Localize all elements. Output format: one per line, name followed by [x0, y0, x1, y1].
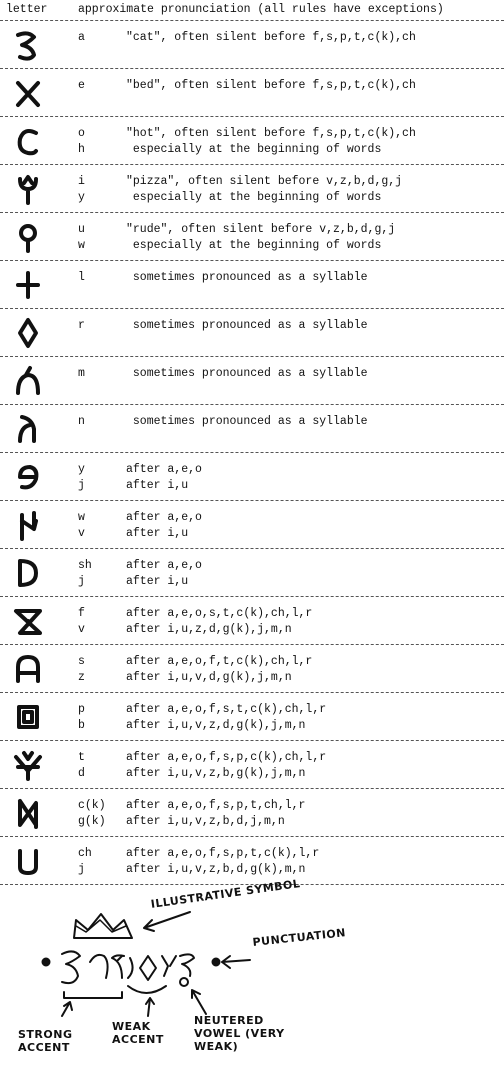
rule-primary: sometimes pronounced as a syllable	[126, 319, 368, 332]
rule-secondary: after i,u,v,z,b,d,j,m,n	[126, 815, 285, 828]
crown-symbol-icon	[74, 914, 132, 938]
sound-primary: u	[78, 223, 85, 236]
punctuation-dot-icon	[43, 959, 50, 966]
rule-secondary: after i,u	[126, 527, 189, 540]
glyph-n-icon	[12, 413, 44, 445]
sound-primary: i	[78, 175, 85, 188]
glyph-ch-icon	[12, 845, 44, 877]
table-row	[0, 212, 504, 260]
legend-strong-accent-label: STRONG ACCENT	[18, 1028, 73, 1054]
glyph-e-icon	[12, 77, 44, 109]
table-row	[0, 164, 504, 212]
column-header-letter: letter	[6, 3, 48, 16]
glyph-u-icon	[12, 221, 44, 253]
glyph-a-icon	[12, 29, 44, 61]
glyph-p-icon	[12, 701, 44, 733]
legend-weak-accent-label: WEAK ACCENT	[112, 1020, 164, 1046]
example-word-icon	[62, 951, 194, 983]
rule-secondary: especially at the beginning of words	[126, 239, 382, 252]
rule-primary: after a,e,o,f,s,p,c(k),ch,l,r	[126, 751, 327, 764]
rule-secondary: after i,u,v,z,b,g(k),j,m,n	[126, 767, 306, 780]
sound-primary: s	[78, 655, 85, 668]
glyph-m-icon	[12, 365, 44, 397]
table-row	[0, 596, 504, 644]
table-row	[0, 740, 504, 788]
glyph-t-icon	[12, 749, 44, 781]
sound-secondary: h	[78, 143, 85, 156]
sound-primary: n	[78, 415, 85, 428]
rule-primary: after a,e,o,f,t,c(k),ch,l,r	[126, 655, 313, 668]
rule-primary: after a,e,o,s,t,c(k),ch,l,r	[126, 607, 313, 620]
table-row	[0, 68, 504, 116]
legend-neutered-vowel-label: NEUTERED VOWEL (VERY WEAK)	[194, 1014, 285, 1053]
sound-primary: f	[78, 607, 85, 620]
legend-sketch	[0, 877, 504, 1074]
glyph-s-icon	[12, 653, 44, 685]
glyph-k-icon	[12, 797, 44, 829]
glyph-y-icon	[12, 461, 44, 493]
rule-primary: "cat", often silent before f,s,p,t,c(k),ch	[126, 31, 416, 44]
rule-secondary: after i,u,z,d,g(k),j,m,n	[126, 623, 292, 636]
column-header-pronunciation: approximate pronunciation (all rules have exceptions)	[78, 3, 444, 16]
legend-punctuation-label: PUNCTUATION	[252, 926, 347, 949]
glyph-sh-icon	[12, 557, 44, 589]
sound-secondary: v	[78, 623, 85, 636]
table-row	[0, 788, 504, 836]
sound-primary: p	[78, 703, 85, 716]
alphabet-table	[0, 20, 504, 885]
table-row	[0, 548, 504, 596]
sound-secondary: w	[78, 239, 85, 252]
sound-secondary: d	[78, 767, 85, 780]
punctuation-dot-icon	[213, 959, 220, 966]
rule-primary: sometimes pronounced as a syllable	[126, 415, 368, 428]
sound-primary: ch	[78, 847, 92, 860]
rule-primary: "bed", often silent before f,s,p,t,c(k),ch	[126, 79, 416, 92]
sound-primary: e	[78, 79, 85, 92]
rule-primary: sometimes pronounced as a syllable	[126, 271, 368, 284]
table-row	[0, 116, 504, 164]
glyph-o-icon	[12, 125, 44, 157]
glyph-i-icon	[12, 173, 44, 205]
rule-primary: after a,e,o	[126, 511, 202, 524]
rule-primary: after a,e,o,f,s,p,t,c(k),l,r	[126, 847, 320, 860]
glyph-r-icon	[12, 317, 44, 349]
table-row	[0, 644, 504, 692]
glyph-l-icon	[12, 269, 44, 301]
rule-secondary: after i,u,v,z,b,d,g(k),m,n	[126, 863, 306, 876]
rule-primary: after a,e,o	[126, 559, 202, 572]
rule-primary: sometimes pronounced as a syllable	[126, 367, 368, 380]
rule-primary: after a,e,o	[126, 463, 202, 476]
rule-primary: after a,e,o,f,s,t,c(k),ch,l,r	[126, 703, 327, 716]
table-row	[0, 20, 504, 68]
rule-secondary: after i,u,v,d,g(k),j,m,n	[126, 671, 292, 684]
rule-secondary: after i,u	[126, 479, 189, 492]
sound-primary: t	[78, 751, 85, 764]
sound-primary: w	[78, 511, 85, 524]
sound-primary: l	[78, 271, 85, 284]
table-row	[0, 500, 504, 548]
rule-primary: "hot", often silent before f,s,p,t,c(k),ch	[126, 127, 416, 140]
table-row	[0, 692, 504, 740]
sound-primary: c(k)	[78, 799, 106, 812]
glyph-w-icon	[12, 509, 44, 541]
rule-secondary: after i,u	[126, 575, 189, 588]
sound-secondary: v	[78, 527, 85, 540]
rule-primary: "rude", often silent before v,z,b,d,g,j	[126, 223, 396, 236]
table-row	[0, 452, 504, 500]
table-row	[0, 260, 504, 308]
sound-primary: sh	[78, 559, 92, 572]
legend-illustrative-label: ILLUSTRATIVE SYMBOL	[150, 877, 302, 911]
rule-secondary: after i,u,v,z,d,g(k),j,m,n	[126, 719, 306, 732]
rule-secondary: especially at the beginning of words	[126, 143, 382, 156]
sound-primary: y	[78, 463, 85, 476]
table-row	[0, 404, 504, 452]
rule-secondary: especially at the beginning of words	[126, 191, 382, 204]
sound-primary: r	[78, 319, 85, 332]
rule-primary: "pizza", often silent before v,z,b,d,g,j	[126, 175, 403, 188]
sound-secondary: j	[78, 479, 85, 492]
table-header	[0, 0, 504, 20]
sound-secondary: g(k)	[78, 815, 106, 828]
sound-secondary: j	[78, 863, 85, 876]
table-row	[0, 356, 504, 404]
sound-secondary: j	[78, 575, 85, 588]
rule-primary: after a,e,o,f,s,p,t,ch,l,r	[126, 799, 306, 812]
sound-secondary: z	[78, 671, 85, 684]
sound-secondary: b	[78, 719, 85, 732]
sound-secondary: y	[78, 191, 85, 204]
sound-primary: o	[78, 127, 85, 140]
glyph-f-icon	[12, 605, 44, 637]
sound-primary: a	[78, 31, 85, 44]
sound-primary: m	[78, 367, 85, 380]
table-row	[0, 308, 504, 356]
table-row	[0, 836, 504, 884]
